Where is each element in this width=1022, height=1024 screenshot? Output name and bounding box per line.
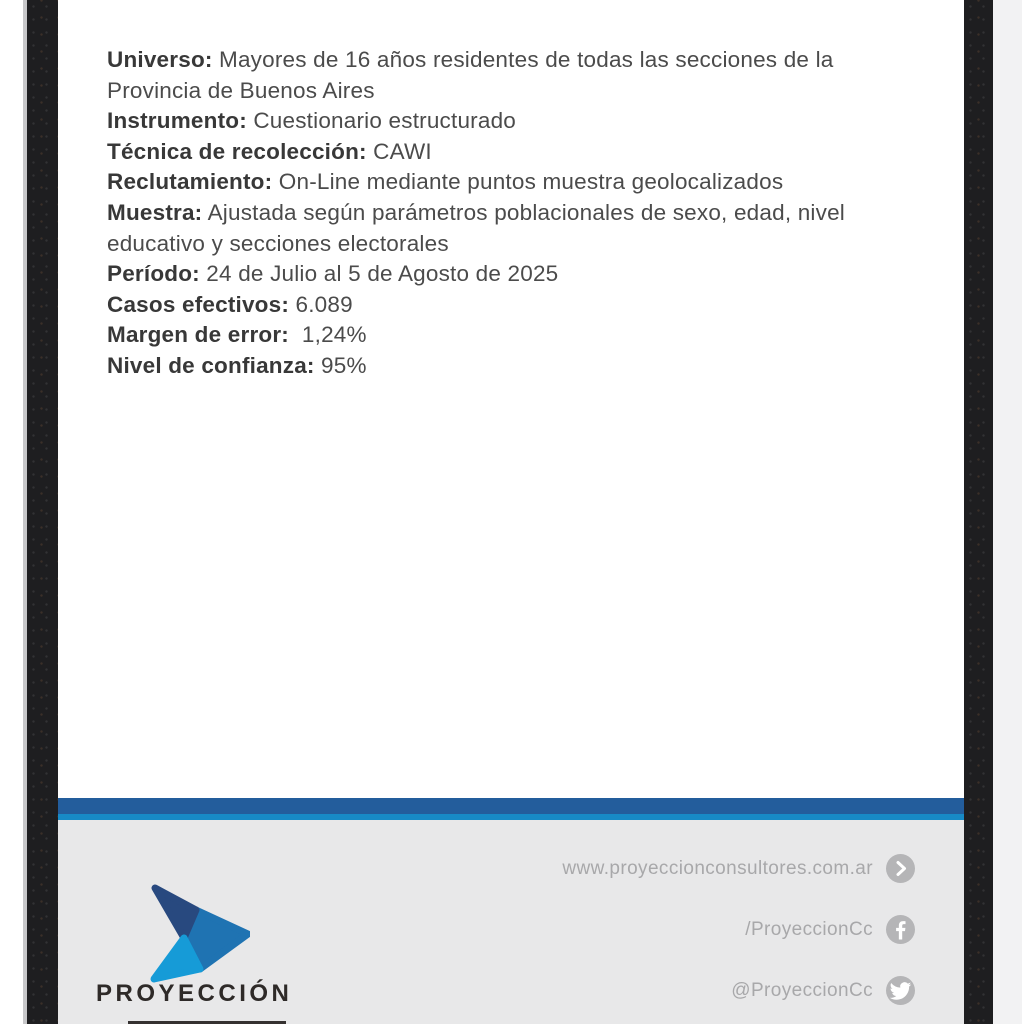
- slide-footer: [58, 820, 964, 1024]
- methodology-row-reclutamiento: [107, 167, 869, 198]
- accent-bar: [58, 798, 964, 820]
- slide-page: [58, 0, 964, 1024]
- website-link-label: www.proyeccionconsultores.com.ar: [562, 857, 873, 879]
- methodology-row-muestra: [107, 198, 869, 259]
- facebook-link[interactable]: [745, 915, 915, 944]
- brand-wordmark: PROYECCIÓN: [96, 980, 293, 1007]
- field-value: 24 de Julio al 5 de Agosto de 2025: [199, 261, 559, 287]
- methodology-row-confianza: [107, 351, 869, 382]
- methodology-row-universo: [107, 45, 869, 106]
- methodology-block: [107, 45, 869, 382]
- arrow-play-logo-icon: [150, 882, 250, 984]
- viewer-left-dark-bar: [27, 0, 58, 1024]
- methodology-row-instrumento: [107, 106, 869, 137]
- accent-bar-dark-stripe: [58, 798, 964, 814]
- viewer-right-dark-bar: [964, 0, 993, 1024]
- field-label: Reclutamiento:: [107, 169, 273, 195]
- viewer-left-margin: [0, 0, 23, 1024]
- field-label: Margen de error:: [107, 322, 289, 348]
- field-label: Período:: [107, 261, 200, 287]
- field-label: Muestra:: [107, 199, 203, 225]
- field-label: Casos efectivos:: [107, 291, 290, 317]
- field-label: Técnica de recolección:: [107, 138, 367, 164]
- methodology-row-casos: [107, 290, 869, 321]
- methodology-row-periodo: [107, 259, 869, 290]
- field-value: 95%: [314, 352, 367, 378]
- twitter-link[interactable]: [731, 976, 915, 1005]
- methodology-row-margen: [107, 320, 869, 351]
- field-value: 1,24%: [289, 322, 367, 348]
- website-link[interactable]: [562, 854, 915, 883]
- methodology-row-tecnica: [107, 137, 869, 168]
- field-label: Nivel de confianza:: [107, 352, 315, 378]
- field-value: Mayores de 16 años residentes de todas las secciones de la Provincia de Buenos Aires: [107, 47, 840, 103]
- chevron-right-icon[interactable]: [886, 854, 915, 883]
- facebook-icon[interactable]: [886, 915, 915, 944]
- field-label: Universo:: [107, 47, 213, 72]
- field-value: Cuestionario estructurado: [246, 108, 516, 134]
- field-value: Ajustada según parámetros poblacionales de sexo, edad, nivel educativo y secciones electorales: [107, 199, 852, 256]
- field-value: 6.089: [289, 291, 353, 317]
- field-value: CAWI: [366, 138, 432, 164]
- field-value: On-Line mediante puntos muestra geolocalizados: [272, 169, 784, 195]
- twitter-link-label: @ProyeccionCc: [731, 979, 873, 1001]
- facebook-link-label: /ProyeccionCc: [745, 918, 873, 940]
- viewer-right-margin: [993, 0, 1022, 1024]
- twitter-icon[interactable]: [886, 976, 915, 1005]
- field-label: Instrumento:: [107, 108, 247, 134]
